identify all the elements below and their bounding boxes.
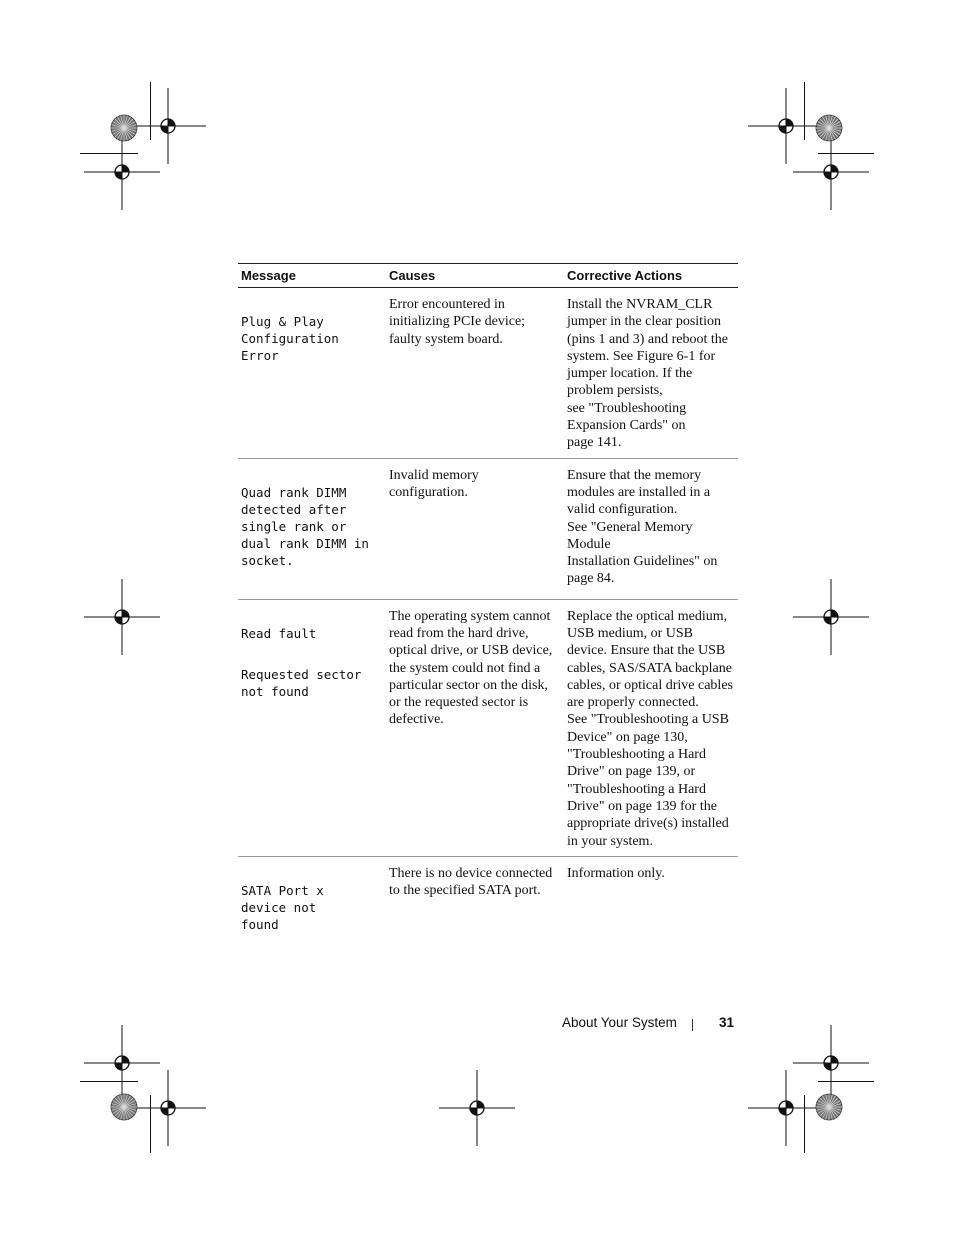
- causes-text: Error encountered in initializing PCIe device; faulty system board.: [389, 297, 526, 347]
- registration-mark-icon: [791, 577, 871, 657]
- actions-text: Information only.: [567, 865, 665, 881]
- starburst-mark-icon: [109, 113, 139, 143]
- causes-cell: [386, 458, 564, 599]
- error-message-table: [238, 263, 738, 963]
- crop-line: [818, 1081, 874, 1082]
- causes-cell: [386, 288, 564, 459]
- actions-reference-text: See "Troubleshooting a USB Device" on page 130, "Troubleshooting a Hard Drive" on page 139, or "Troubleshooting a Hard Drive" on page 139 for the appropriate drive(s) installed in your system.: [567, 712, 729, 849]
- crop-line: [804, 1095, 805, 1153]
- actions-cell: [564, 458, 738, 599]
- header-message: Message: [238, 264, 386, 288]
- crop-line: [150, 1095, 151, 1153]
- table-row: [238, 458, 738, 599]
- header-causes: Causes: [386, 264, 564, 288]
- registration-mark-icon: [82, 132, 162, 212]
- message-cell: [238, 856, 386, 963]
- footer-divider: [692, 1019, 693, 1031]
- actions-text: Ensure that the memory modules are installed in a valid configuration.: [567, 467, 711, 518]
- page-number: 31: [719, 1015, 735, 1030]
- actions-cell: [564, 856, 738, 963]
- registration-mark-icon: [437, 1068, 517, 1148]
- causes-text: Invalid memory configuration.: [389, 467, 479, 500]
- registration-mark-icon: [128, 1068, 208, 1148]
- causes-text: There is no device connected to the specified SATA port.: [389, 865, 553, 899]
- actions-reference-text: See "General Memory Module Installation Guidelines" on page 84.: [567, 519, 718, 587]
- causes-cell: [386, 599, 564, 856]
- starburst-mark-icon: [814, 1092, 844, 1122]
- starburst-mark-icon: [814, 113, 844, 143]
- table-header-row: [238, 264, 738, 288]
- table-row: [238, 288, 738, 459]
- table-row: [238, 599, 738, 856]
- causes-cell: [386, 856, 564, 963]
- actions-cell: [564, 599, 738, 856]
- table-row: [238, 856, 738, 963]
- message-cell: [238, 288, 386, 459]
- actions-text: Replace the optical medium, USB medium, or USB device. Ensure that the USB cables, SAS/SATA backplane cables, or optical drive cables are properly connected.: [567, 608, 733, 711]
- registration-mark-icon: [791, 132, 871, 212]
- crop-line: [80, 1081, 138, 1082]
- crop-line: [150, 82, 151, 140]
- actions-reference-text: see "Troubleshooting Expansion Cards" on page 141.: [567, 400, 687, 451]
- crop-line: [818, 153, 874, 154]
- crop-line: [804, 82, 805, 140]
- registration-mark-icon: [82, 577, 162, 657]
- message-text: SATA Port x device not found: [241, 882, 324, 932]
- message-cell: [238, 599, 386, 856]
- crop-line: [80, 153, 138, 154]
- message-text: Quad rank DIMM detected after single rank or dual rank DIMM in socket.: [241, 484, 369, 568]
- footer-section-title: About Your System: [562, 1015, 677, 1030]
- message-text: Read fault: [241, 625, 317, 641]
- actions-text: Install the NVRAM_CLR jumper in the clear position (pins 1 and 3) and reboot the system. See Figure 6-1 for jumper location. If the problem persists,: [567, 297, 728, 399]
- causes-text: The operating system cannot read from the hard drive, optical drive, or USB device, the system could not find a particular sector on the disk, or the requested sector is defective.: [389, 608, 553, 728]
- header-corrective-actions: Corrective Actions: [564, 264, 738, 288]
- message-text: Plug & Play Configuration Error: [241, 314, 339, 363]
- message-cell: [238, 458, 386, 599]
- message-text: Requested sector not found: [241, 666, 362, 699]
- starburst-mark-icon: [109, 1092, 139, 1122]
- actions-cell: [564, 288, 738, 459]
